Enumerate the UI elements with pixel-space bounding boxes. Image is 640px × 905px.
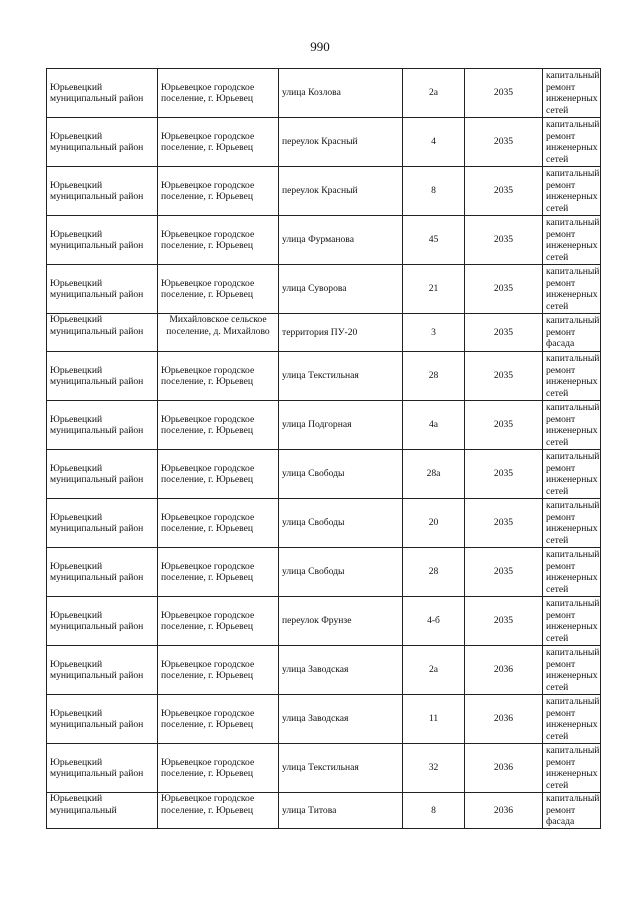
district-cell: Юрьевецкий муниципальный район — [47, 597, 158, 646]
table-row — [47, 793, 601, 829]
work-type-cell: капитальный ремонт инженерных сетей — [543, 499, 601, 548]
street-cell: улица Заводская — [279, 695, 403, 744]
settlement-cell: Юрьевецкое городское поселение, г. Юрьевец — [158, 646, 279, 695]
year-cell: 2035 — [465, 499, 543, 548]
settlement-cell: Юрьевецкое городское поселение, г. Юрьевец — [158, 167, 279, 216]
work-type-cell: капитальный ремонт инженерных сетей — [543, 69, 601, 118]
district-cell: Юрьевецкий муниципальный район — [47, 216, 158, 265]
house-number-cell: 8 — [403, 793, 465, 829]
district-cell: Юрьевецкий муниципальный район — [47, 646, 158, 695]
year-cell: 2036 — [465, 793, 543, 829]
house-number-cell: 21 — [403, 265, 465, 314]
year-cell: 2035 — [465, 69, 543, 118]
year-cell: 2036 — [465, 695, 543, 744]
street-cell: улица Фурманова — [279, 216, 403, 265]
table-row — [47, 548, 601, 597]
district-cell: Юрьевецкий муниципальный район — [47, 352, 158, 401]
table-row — [47, 216, 601, 265]
street-cell: улица Свободы — [279, 499, 403, 548]
settlement-cell: Юрьевецкое городское поселение, г. Юрьевец — [158, 450, 279, 499]
street-cell: улица Титова — [279, 793, 403, 829]
house-number-cell: 2а — [403, 646, 465, 695]
district-cell: Юрьевецкий муниципальный район — [47, 499, 158, 548]
house-number-cell: 11 — [403, 695, 465, 744]
year-cell: 2035 — [465, 167, 543, 216]
street-cell: территория ПУ-20 — [279, 314, 403, 352]
street-cell: улица Текстильная — [279, 744, 403, 793]
work-type-cell: капитальный ремонт инженерных сетей — [543, 167, 601, 216]
house-number-cell: 28а — [403, 450, 465, 499]
district-cell: Юрьевецкий муниципальный район — [47, 548, 158, 597]
year-cell: 2035 — [465, 450, 543, 499]
work-type-cell: капитальный ремонт инженерных сетей — [543, 450, 601, 499]
street-cell: переулок Фрунзе — [279, 597, 403, 646]
settlement-cell: Юрьевецкое городское поселение, г. Юрьевец — [158, 118, 279, 167]
work-type-cell: капитальный ремонт инженерных сетей — [543, 695, 601, 744]
work-type-cell: капитальный ремонт инженерных сетей — [543, 401, 601, 450]
work-type-cell: капитальный ремонт инженерных сетей — [543, 352, 601, 401]
settlement-cell: Юрьевецкое городское поселение, г. Юрьевец — [158, 401, 279, 450]
settlement-cell: Михайловское сельское поселение, д. Михайлово — [158, 314, 279, 352]
settlement-cell: Юрьевецкое городское поселение, г. Юрьевец — [158, 69, 279, 118]
settlement-cell: Юрьевецкое городское поселение, г. Юрьевец — [158, 548, 279, 597]
year-cell: 2035 — [465, 548, 543, 597]
district-cell: Юрьевецкий муниципальный район — [47, 118, 158, 167]
house-number-cell: 2а — [403, 69, 465, 118]
street-cell: переулок Красный — [279, 167, 403, 216]
street-cell: улица Подгорная — [279, 401, 403, 450]
district-cell: Юрьевецкий муниципальный район — [47, 69, 158, 118]
street-cell: улица Суворова — [279, 265, 403, 314]
table-row — [47, 401, 601, 450]
table-row — [47, 695, 601, 744]
table-row — [47, 597, 601, 646]
district-cell: Юрьевецкий муниципальный район — [47, 265, 158, 314]
year-cell: 2035 — [465, 216, 543, 265]
settlement-cell: Юрьевецкое городское поселение, г. Юрьевец — [158, 695, 279, 744]
year-cell: 2035 — [465, 314, 543, 352]
work-type-cell: капитальный ремонт инженерных сетей — [543, 216, 601, 265]
district-cell: Юрьевецкий муниципальный — [47, 793, 158, 829]
work-type-cell: капитальный ремонт инженерных сетей — [543, 597, 601, 646]
street-cell: переулок Красный — [279, 118, 403, 167]
table-row — [47, 744, 601, 793]
settlement-cell: Юрьевецкое городское поселение, г. Юрьевец — [158, 744, 279, 793]
street-cell: улица Заводская — [279, 646, 403, 695]
year-cell: 2035 — [465, 265, 543, 314]
table-row — [47, 167, 601, 216]
district-cell: Юрьевецкий муниципальный район — [47, 401, 158, 450]
work-type-cell: капитальный ремонт инженерных сетей — [543, 744, 601, 793]
street-cell: улица Козлова — [279, 69, 403, 118]
work-type-cell: капитальный ремонт инженерных сетей — [543, 265, 601, 314]
table-row — [47, 646, 601, 695]
house-number-cell: 4 — [403, 118, 465, 167]
house-number-cell: 3 — [403, 314, 465, 352]
work-type-cell: капитальный ремонт фасада — [543, 314, 601, 352]
work-type-cell: капитальный ремонт фасада — [543, 793, 601, 829]
settlement-cell: Юрьевецкое городское поселение, г. Юрьевец — [158, 597, 279, 646]
work-type-cell: капитальный ремонт инженерных сетей — [543, 118, 601, 167]
work-type-cell: капитальный ремонт инженерных сетей — [543, 646, 601, 695]
settlement-cell: Юрьевецкое городское поселение, г. Юрьевец — [158, 265, 279, 314]
page-number: 990 — [310, 39, 330, 54]
table-row — [47, 450, 601, 499]
work-type-cell: капитальный ремонт инженерных сетей — [543, 548, 601, 597]
year-cell: 2035 — [465, 401, 543, 450]
district-cell: Юрьевецкий муниципальный район — [47, 695, 158, 744]
table-row — [47, 265, 601, 314]
table-row — [47, 118, 601, 167]
house-number-cell: 28 — [403, 352, 465, 401]
settlement-cell: Юрьевецкое городское поселение, г. Юрьевец — [158, 793, 279, 829]
district-cell: Юрьевецкий муниципальный район — [47, 744, 158, 793]
year-cell: 2035 — [465, 118, 543, 167]
street-cell: улица Текстильная — [279, 352, 403, 401]
street-cell: улица Свободы — [279, 450, 403, 499]
year-cell: 2036 — [465, 744, 543, 793]
house-number-cell: 32 — [403, 744, 465, 793]
district-cell: Юрьевецкий муниципальный район — [47, 167, 158, 216]
house-number-cell: 4а — [403, 401, 465, 450]
house-number-cell: 28 — [403, 548, 465, 597]
house-number-cell: 4-б — [403, 597, 465, 646]
district-cell: Юрьевецкий муниципальный район — [47, 450, 158, 499]
table-row — [47, 499, 601, 548]
house-number-cell: 8 — [403, 167, 465, 216]
table-row — [47, 69, 601, 118]
settlement-cell: Юрьевецкое городское поселение, г. Юрьевец — [158, 499, 279, 548]
district-cell: Юрьевецкий муниципальный район — [47, 314, 158, 352]
settlement-cell: Юрьевецкое городское поселение, г. Юрьевец — [158, 352, 279, 401]
settlement-cell: Юрьевецкое городское поселение, г. Юрьевец — [158, 216, 279, 265]
house-number-cell: 45 — [403, 216, 465, 265]
year-cell: 2035 — [465, 352, 543, 401]
housing-repair-table — [46, 68, 601, 829]
table-row — [47, 314, 601, 352]
year-cell: 2035 — [465, 597, 543, 646]
year-cell: 2036 — [465, 646, 543, 695]
table-row — [47, 352, 601, 401]
house-number-cell: 20 — [403, 499, 465, 548]
street-cell: улица Свободы — [279, 548, 403, 597]
